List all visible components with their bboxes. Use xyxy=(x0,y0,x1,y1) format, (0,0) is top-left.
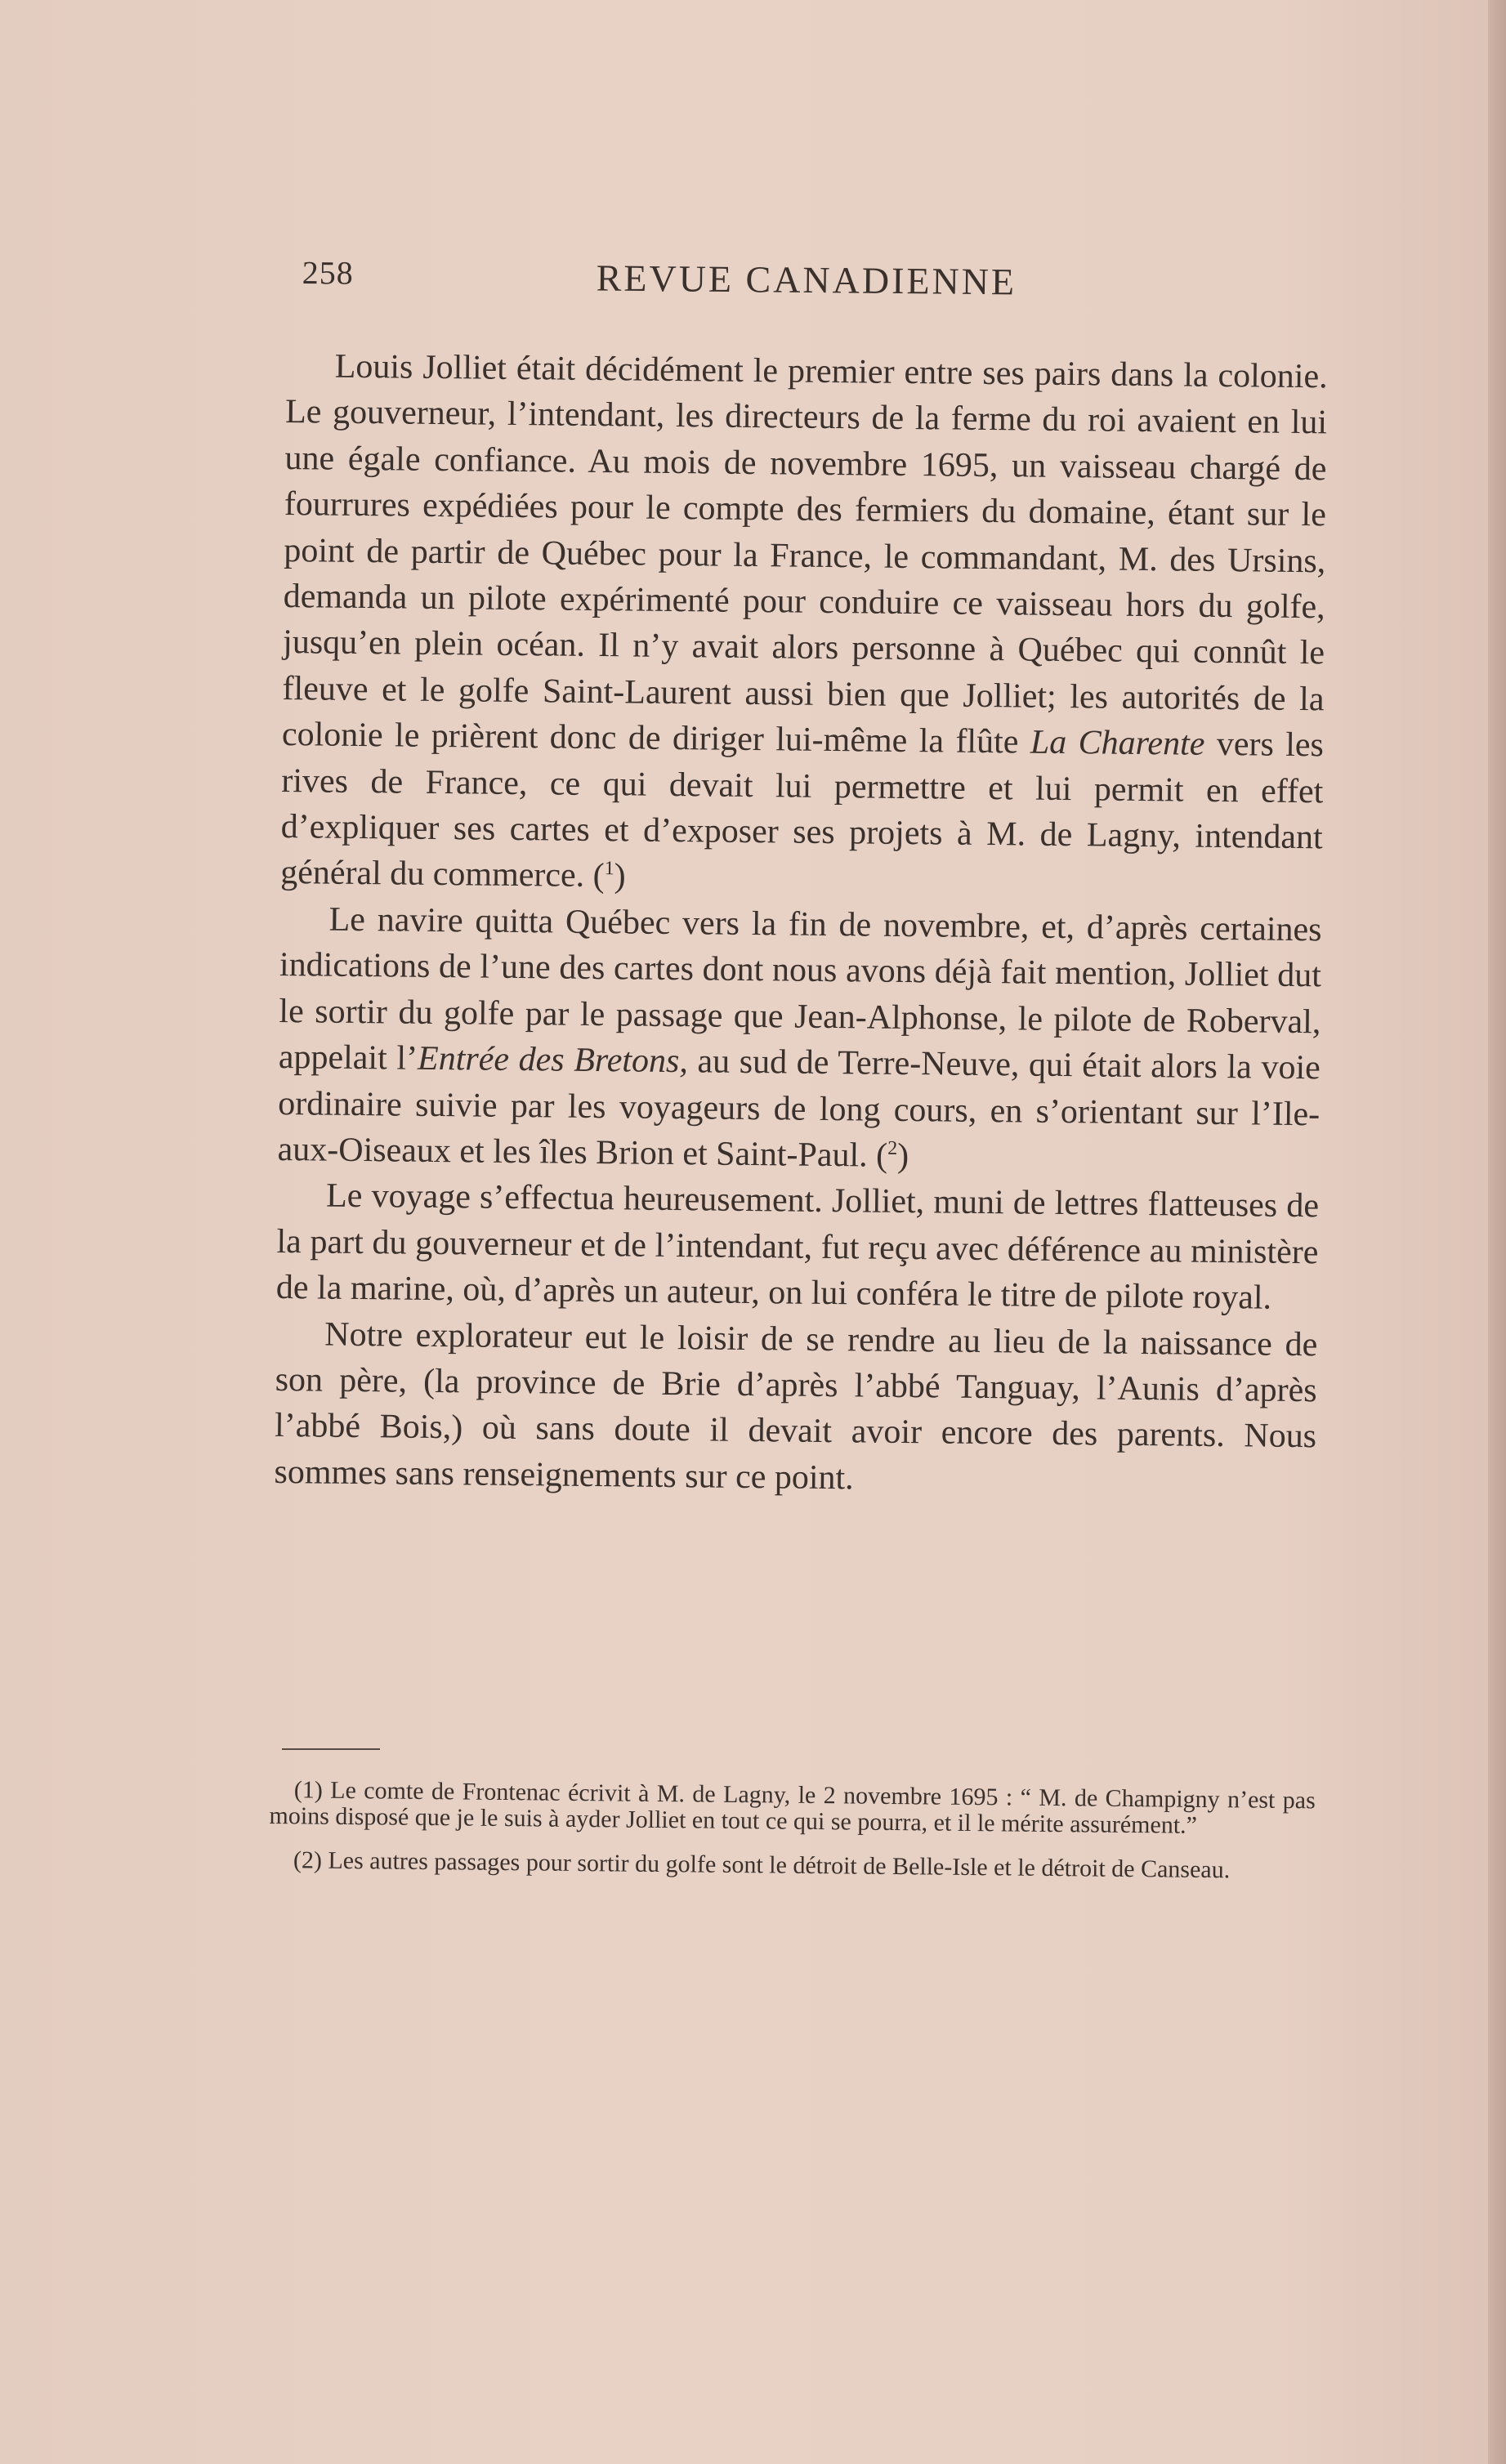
footnote-ref-2: 2 xyxy=(887,1137,898,1159)
footnotes xyxy=(269,1777,1316,1902)
paragraph-2-end: ) xyxy=(896,1136,909,1175)
footnote-1: (1) Le comte de Frontenac écrivit à M. de Lagny, le 2 novembre 1695 : “ M. de Champigny n’est pas moins disposé que je le suis à ayder Jolliet en tout ce qui se pourra, et il le mérite assurément.” xyxy=(269,1776,1316,1839)
paragraph-2-text-b: au sud de Terre-Neuve, qui était alors la voie ordinaire suivie par les voyageurs de long cours, en s’orientant sur l’Ile-aux-Oiseaux et les îles Brion et Saint-Paul. ( xyxy=(277,1042,1321,1175)
footnote-separator xyxy=(282,1748,380,1750)
paragraph-1-end: ) xyxy=(614,857,626,895)
ship-name: La Charente xyxy=(1030,723,1205,764)
running-title: REVUE CANADIENNE xyxy=(596,257,1017,303)
paragraph-3: Le voyage s’effectua heureusement. Jolliet, muni de lettres flatteuses de la part du gouverneur et de l’intendant, fut reçu avec déférence au ministère de la marine, où, d’après un auteur, on lui conféra le titre de pilote royal. xyxy=(275,1176,1320,1317)
page-number: 258 xyxy=(302,253,354,292)
page-header xyxy=(302,253,1340,320)
paragraph-1 xyxy=(280,343,1328,907)
paragraph-2 xyxy=(277,896,1321,1184)
passage-name: Entrée des Bretons, xyxy=(417,1039,689,1081)
page-edge xyxy=(1488,0,1506,2464)
paragraph-2-text-a: Le navire quitta Québec vers la fin de novembre, et, d’après certaines indications de l’une des cartes dont nous avons déjà fait mention, Jolliet dut le sortir du golfe par le passage que Jean-Alphonse, le pilote de Roberval, appelait l’ xyxy=(278,900,1322,1078)
paragraph-1-text-a: Louis Jolliet était décidément le premier entre ses pairs dans la colonie. Le gouverneur, l’intendant, les directeurs de la ferme du roi avaient en lui une égale confiance. Au mois de novembre 1695, un vaisseau chargé de fourrures expédiées pour le compte des fermiers du domaine, étant sur le point de partir de Québec pour la France, le commandant, M. des Ursins, demanda un pilote expérimenté pour conduire ce vaisseau hors du golfe, jusqu’en plein océan. Il n’y avait alors personne à Québec qui connût le fleuve et le golfe Saint-Laurent aussi bien que Jolliet; les autorités de la colonie le prièrent donc de diriger lui-même la flûte xyxy=(281,347,1328,761)
paragraph-1-text-b: vers les rives de France, ce qui devait lui permettre et lui permit en effet d’expliquer ses cartes et d’exposer ses projets à M. de Lagny, intendant général du commerce. ( xyxy=(279,725,1325,895)
paragraph-4: Notre explorateur eut le loisir de se rendre au lieu de la naissance de son père, (la province de Brie d’après l’abbé Tanguay, l’Aunis d’après l’abbé Bois,) où sans doute il devait avoir encore des parents. Nous sommes sans renseignements sur ce point. xyxy=(274,1315,1318,1498)
footnote-2: (2) Les autres passages pour sortir du golfe sont le détroit de Belle-Isle et le détroit de Canseau. xyxy=(293,1846,1231,1884)
body-text xyxy=(274,343,1328,1506)
footnote-ref-1: 1 xyxy=(604,858,614,880)
